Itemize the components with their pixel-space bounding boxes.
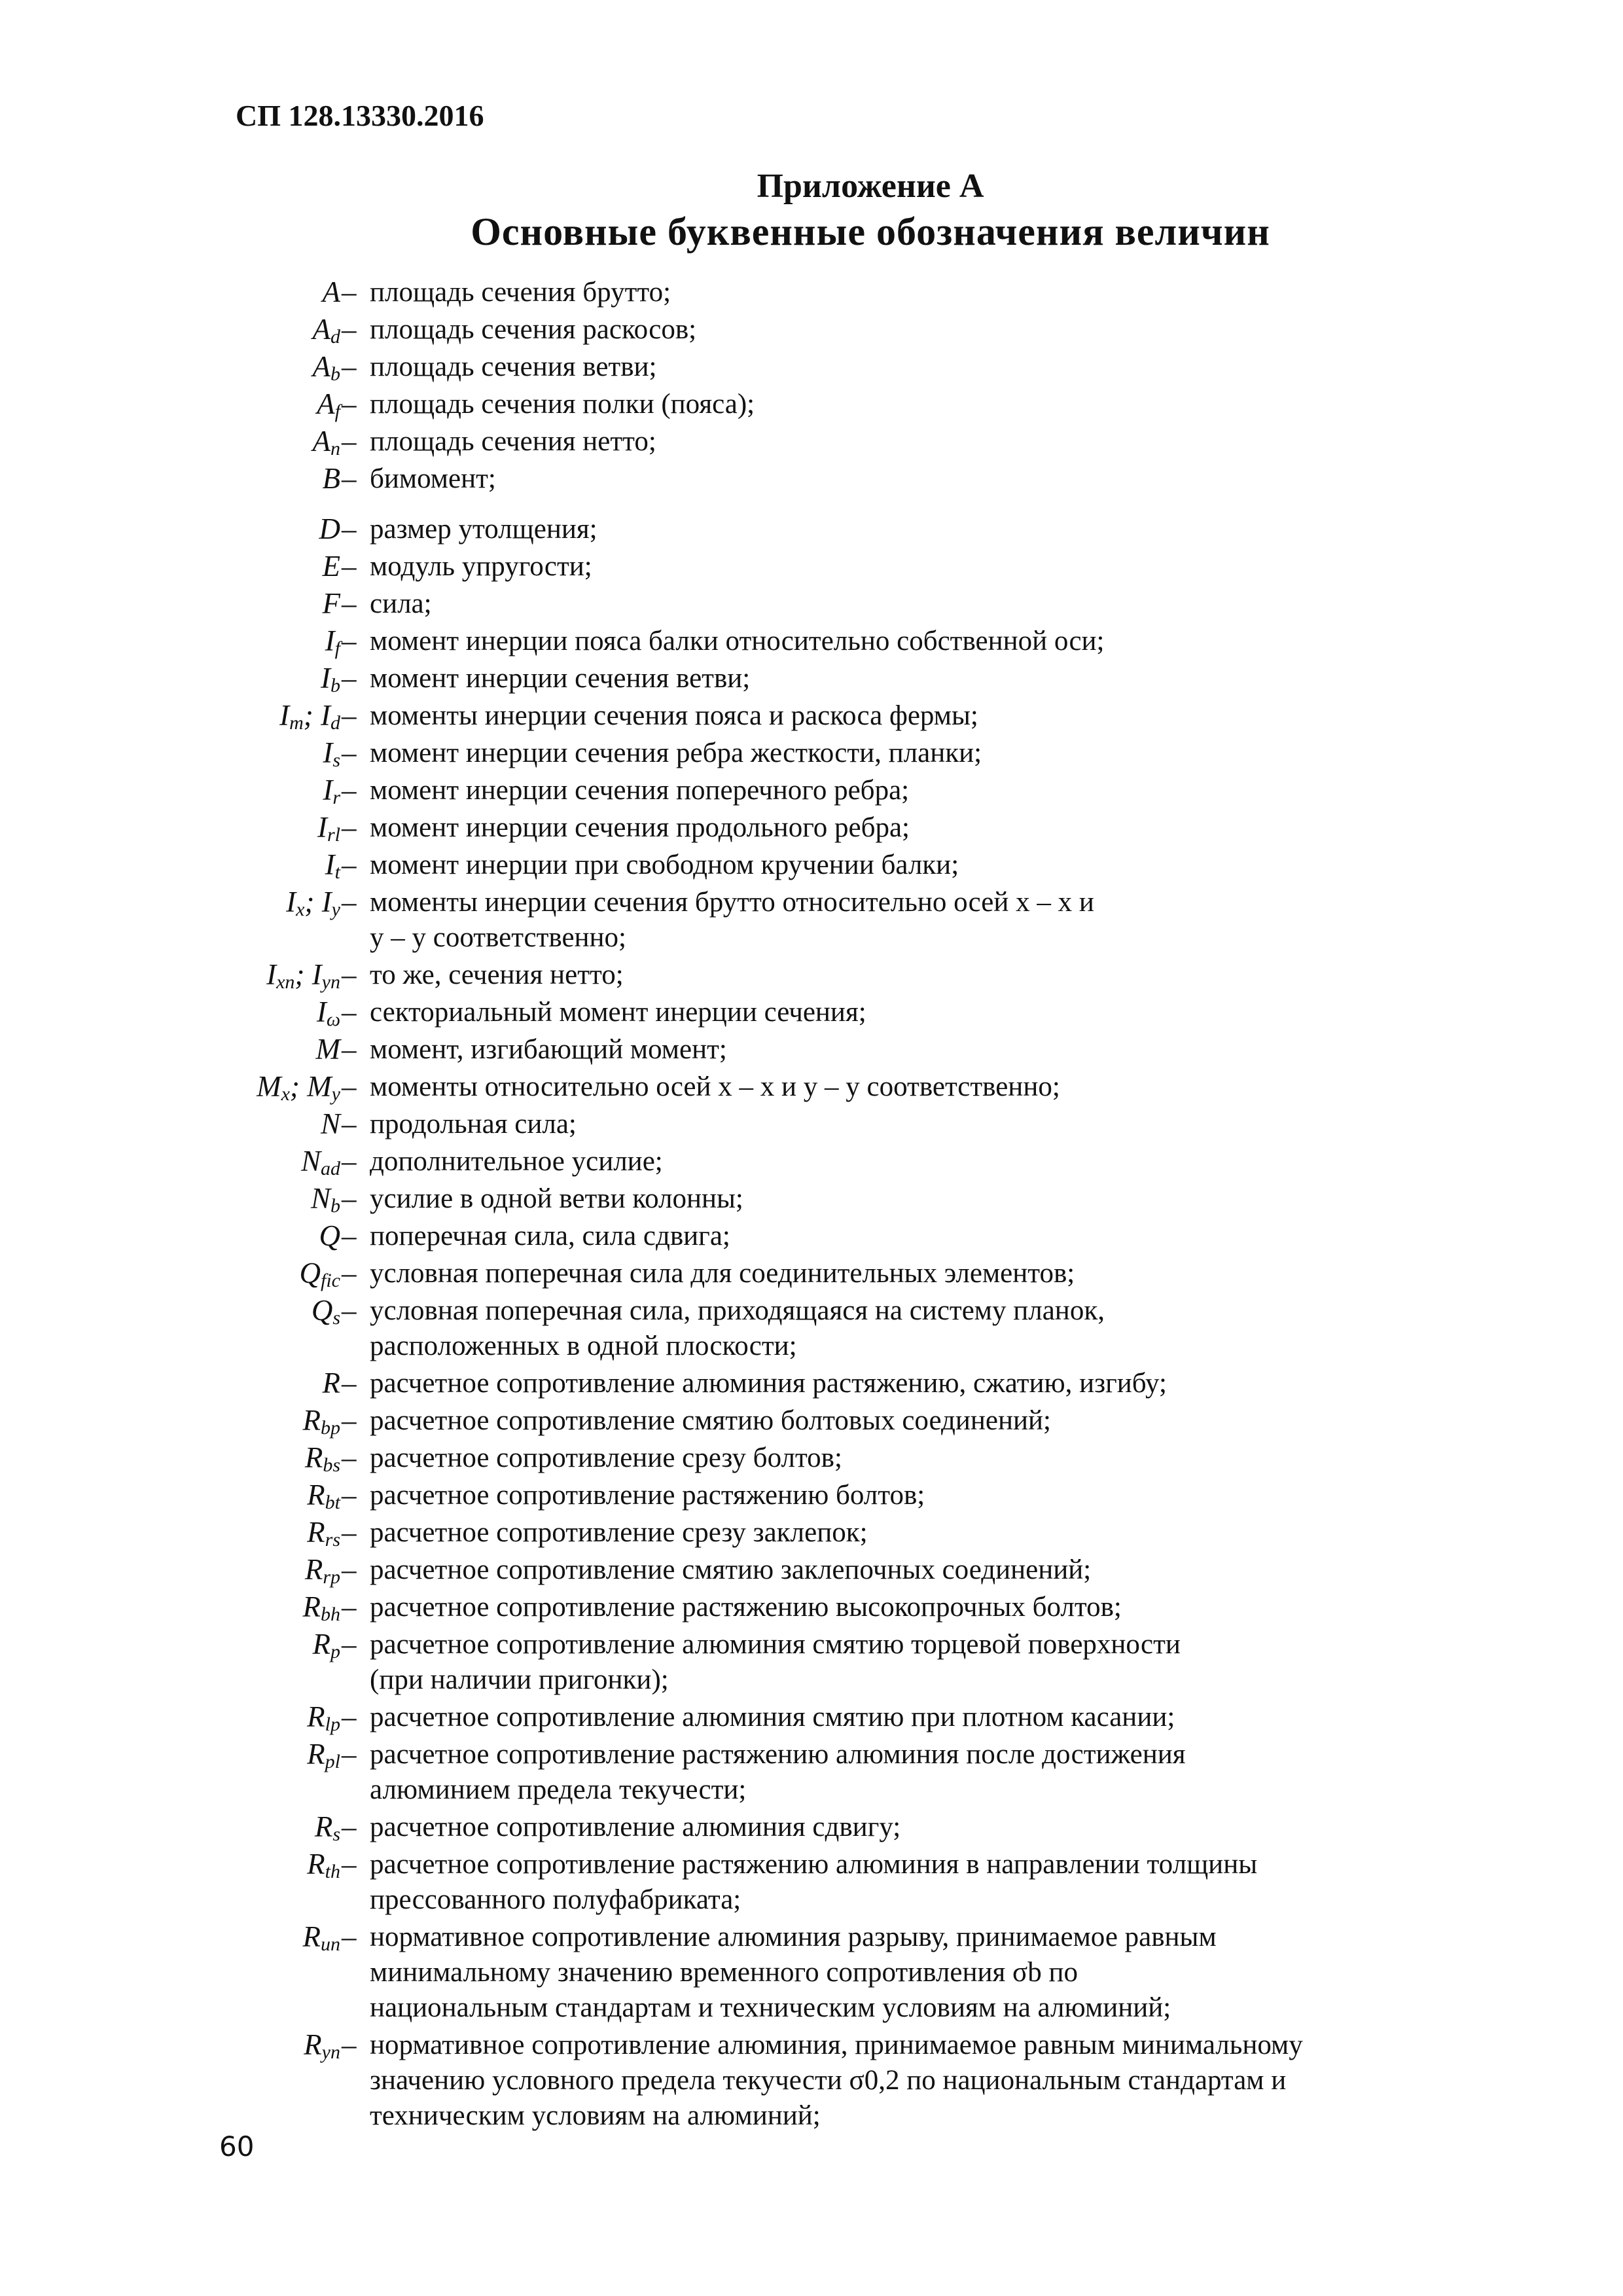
dash-separator: – [342, 1294, 357, 1327]
symbol-subscript: r [332, 787, 340, 808]
symbol [0, 736, 340, 772]
symbol-subscript: n [330, 438, 340, 459]
symbol [0, 350, 340, 386]
dash-separator: – [342, 350, 357, 383]
symbol [0, 624, 340, 660]
dash-separator: – [342, 1107, 357, 1140]
dash-separator: – [342, 1628, 357, 1660]
symbol-definition: расчетное сопротивление срезу болтов; [370, 1443, 842, 1473]
symbol [0, 1366, 340, 1400]
symbol-letter: R [304, 1553, 323, 1586]
dash-separator: – [342, 996, 357, 1028]
symbol-subscript: yn [321, 971, 340, 993]
symbol [0, 1627, 340, 1663]
dash-separator: – [342, 1070, 357, 1103]
symbol-subscript: d [330, 712, 340, 734]
symbol-subscript: m [289, 712, 304, 734]
dash-separator: – [342, 313, 357, 346]
symbol-letter: R [314, 1810, 333, 1843]
symbol-letter: Q [311, 1294, 333, 1327]
dash-separator: – [342, 276, 357, 308]
symbol-letter: A [312, 425, 330, 457]
symbol [0, 1700, 340, 1736]
dash-separator: – [342, 1738, 357, 1770]
dash-separator: – [342, 736, 357, 769]
symbol-definition: момент инерции сечения продольного ребра; [370, 812, 910, 843]
symbol-definition: условная поперечная сила, приходящаяся на систему планок, расположенных в одной плоскости; [370, 1295, 1105, 1361]
symbol-letter: A [317, 387, 335, 420]
symbol-definition: площадь сечения брутто; [370, 277, 671, 308]
symbol-definition: площадь сечения ветви; [370, 351, 657, 382]
symbol-letter: I [316, 996, 327, 1028]
symbol-definition: расчетное сопротивление алюминия растяжению, сжатию, изгибу; [370, 1368, 1167, 1399]
symbol-definition: площадь сечения нетто; [370, 426, 656, 457]
symbol [0, 1515, 340, 1551]
symbol-definition: продольная сила; [370, 1109, 577, 1139]
symbol-letter: R [307, 1738, 325, 1770]
symbol-definition: момент инерции сечения ребра жесткости, планки; [370, 738, 982, 768]
symbol-subscript: rs [325, 1529, 340, 1551]
symbol [0, 1032, 340, 1066]
symbol-letter: R [302, 1590, 321, 1623]
symbol-definition: момент инерции при свободном кручении балки; [370, 850, 959, 880]
symbol-letter: A [312, 350, 330, 383]
dash-separator: – [342, 587, 357, 620]
dash-separator: – [342, 1590, 357, 1623]
symbol-definition: расчетное сопротивление алюминия смятию при плотном касании; [370, 1702, 1175, 1732]
symbol-letter: R [302, 1920, 321, 1953]
symbol [0, 1552, 340, 1588]
symbol [0, 1403, 340, 1439]
symbol-letter: R [304, 1441, 323, 1474]
symbol-letter: I [266, 958, 277, 991]
symbol-letter: M [307, 1070, 332, 1103]
symbol-definition: расчетное сопротивление алюминия смятию торцевой поверхности (при наличии пригонки); [370, 1629, 1181, 1695]
symbol-subscript: y [331, 899, 340, 920]
symbol-letter: I [312, 958, 322, 991]
symbol-subscript: f [334, 401, 340, 422]
dash-separator: – [342, 958, 357, 991]
symbol-definition: площадь сечения раскосов; [370, 314, 697, 345]
symbol-subscript: t [334, 861, 340, 883]
dash-separator: – [342, 1700, 357, 1733]
symbol-letter: I [323, 736, 333, 769]
dash-separator: – [342, 1920, 357, 1953]
symbol-letter: N [300, 1145, 321, 1177]
symbol [0, 995, 340, 1031]
symbol-definition: то же, сечения нетто; [370, 960, 624, 990]
symbol-subscript: x [281, 1083, 290, 1105]
symbol [0, 1737, 340, 1773]
dash-separator: – [342, 425, 357, 457]
symbol-letter: I [279, 699, 290, 732]
symbol-subscript: s [332, 1307, 340, 1329]
symbol-letter: I [321, 886, 332, 918]
dash-separator: – [342, 1810, 357, 1843]
symbol [0, 424, 340, 460]
dash-separator: – [342, 662, 357, 694]
symbol [0, 1181, 340, 1217]
dash-separator: – [342, 1479, 357, 1511]
symbol-subscript: b [330, 675, 340, 696]
dash-separator: – [342, 811, 357, 844]
symbol-subscript: ω [326, 1009, 340, 1030]
symbol-subscript: s [332, 749, 340, 771]
symbol-subscript: bt [325, 1492, 340, 1513]
symbol-letter: B [322, 462, 340, 495]
symbol [0, 1920, 340, 1956]
symbol [0, 848, 340, 884]
symbol-definition: момент инерции сечения ветви; [370, 663, 751, 694]
symbol-definition: момент инерции сечения поперечного ребра; [370, 775, 910, 806]
symbol [0, 1293, 340, 1329]
symbol-letter: R [307, 1700, 325, 1733]
symbol-definition: расчетное сопротивление растяжению алюминия в направлении толщины прессованного полуфабриката; [370, 1849, 1258, 1915]
symbol [0, 1847, 340, 1883]
symbol-subscript: b [330, 363, 340, 385]
symbol-definition: нормативное сопротивление алюминия разрыву, принимаемое равным минимальному значению временного сопротивления σb по национальным стандартам и техническим условиям на алюминий; [370, 1922, 1217, 2023]
symbol-subscript: yn [321, 2041, 340, 2063]
symbol-letter: M [315, 1033, 340, 1066]
symbol-subscript: bp [321, 1417, 340, 1439]
symbol [0, 387, 340, 423]
dash-separator: – [342, 1404, 357, 1437]
symbol [0, 1590, 340, 1626]
symbol [0, 1441, 340, 1477]
symbol [0, 810, 340, 846]
symbol [0, 512, 340, 546]
symbol-definition: сила; [370, 588, 432, 619]
symbol-definition: расчетное сопротивление алюминия сдвигу; [370, 1812, 901, 1842]
dash-separator: – [342, 2028, 357, 2061]
symbol [0, 773, 340, 809]
appendix-title: Основные буквенные обозначения величин [471, 210, 1270, 253]
symbol-definition: нормативное сопротивление алюминия, принимаемое равным минимальному значению условного предела текучести σ0,2 по национальным стандартам и техническим условиям на алюминий; [370, 2030, 1303, 2131]
symbol-definition: расчетное сопротивление растяжению высокопрочных болтов; [370, 1592, 1122, 1623]
symbol-letter: I [321, 662, 330, 694]
symbol-letter: D [319, 512, 340, 545]
symbol: $I_x$; $I_y$ [286, 886, 340, 920]
symbol-definition: бимомент; [370, 463, 496, 494]
symbol-subscript: un [321, 1933, 340, 1955]
symbol-definition: момент инерции пояса балки относительно собственной оси; [370, 626, 1105, 656]
symbol-subscript: y [331, 1083, 340, 1105]
symbol [0, 1107, 340, 1141]
symbol [0, 1810, 340, 1846]
symbol-subscript: rp [323, 1566, 340, 1588]
symbol-definition: моменты инерции сечения брутто относительно осей x – x и y – y соответственно; [370, 887, 1094, 953]
symbol-definition: расчетное сопротивление растяжению болтов; [370, 1480, 925, 1511]
symbol-letter: E [322, 550, 340, 583]
symbol-subscript: ad [321, 1158, 340, 1179]
symbol [0, 1144, 340, 1180]
symbol [0, 2028, 340, 2064]
dash-separator: – [342, 1219, 357, 1252]
symbol [0, 1219, 340, 1253]
document-code: СП 128.13330.2016 [236, 99, 484, 132]
symbol-definition: поперечная сила, сила сдвига; [370, 1221, 730, 1251]
symbol-definition: модуль упругости; [370, 551, 592, 582]
symbol-definition: расчетное сопротивление срезу заклепок; [370, 1517, 868, 1548]
symbol-definition: размер утолщения; [370, 514, 597, 545]
symbol [0, 1478, 340, 1514]
symbol-letter: A [312, 313, 330, 346]
symbol-subscript: rl [327, 824, 340, 846]
symbol-letter: M [257, 1070, 281, 1103]
symbol-definition: усилие в одной ветви колонны; [370, 1183, 743, 1214]
symbol-letter: N [320, 1107, 340, 1140]
symbol-letter: I [323, 774, 333, 806]
symbol-letter: F [322, 587, 340, 620]
dash-separator: – [342, 462, 357, 495]
symbol-letter: N [310, 1182, 330, 1215]
symbol-subscript: s [332, 1823, 340, 1845]
symbol-subscript: pl [325, 1751, 340, 1772]
symbol-definition: расчетное сопротивление растяжению алюминия после достижения алюминием предела текучести; [370, 1739, 1186, 1805]
symbol-letter: R [304, 2028, 322, 2061]
dash-separator: – [342, 1257, 357, 1289]
symbol: $M_x$; $M_y$ [257, 1070, 340, 1105]
symbol-letter: Q [319, 1219, 340, 1252]
symbol-letter: R [322, 1367, 340, 1399]
symbol [0, 549, 340, 583]
dash-separator: – [342, 1553, 357, 1586]
dash-separator: – [342, 1848, 357, 1880]
symbol-definition: секториальный момент инерции сечения; [370, 997, 866, 1028]
dash-separator: – [342, 624, 357, 657]
dash-separator: – [342, 1441, 357, 1474]
dash-separator: – [342, 550, 357, 583]
symbol: $I_{xn}$; $I_{yn}$ [266, 958, 340, 993]
symbol [0, 461, 340, 495]
appendix-label: Приложение А [757, 168, 984, 205]
symbol [0, 312, 340, 348]
dash-separator: – [342, 848, 357, 881]
dash-separator: – [342, 1033, 357, 1066]
dash-separator: – [342, 886, 357, 918]
dash-separator: – [342, 512, 357, 545]
symbol-letter: I [325, 624, 335, 657]
symbol-subscript: lp [325, 1713, 340, 1735]
symbol-letter: R [307, 1479, 325, 1511]
symbol-definition: расчетное сопротивление смятию болтовых соединений; [370, 1405, 1051, 1436]
symbol: $I_m$; $I_d$ [279, 699, 340, 734]
dash-separator: – [342, 1145, 357, 1177]
symbol-letter: R [312, 1628, 330, 1660]
symbol-definition: дополнительное усилие; [370, 1146, 663, 1177]
symbol-subscript: th [325, 1861, 340, 1882]
symbol-letter: R [307, 1516, 325, 1549]
symbol-subscript: bh [321, 1604, 340, 1625]
dash-separator: – [342, 774, 357, 806]
symbol-letter: R [307, 1848, 325, 1880]
symbol-definition: момент, изгибающий момент; [370, 1034, 727, 1065]
symbol-definition: расчетное сопротивление смятию заклепочных соединений; [370, 1554, 1092, 1585]
symbol-subscript: x [296, 899, 305, 920]
symbol [0, 1256, 340, 1292]
symbol [0, 661, 340, 697]
symbol-definition: площадь сечения полки (пояса); [370, 389, 755, 420]
symbol [0, 586, 340, 620]
dash-separator: – [342, 699, 357, 732]
dash-separator: – [342, 1182, 357, 1215]
symbol-subscript: p [330, 1641, 340, 1662]
symbol-letter: I [321, 699, 330, 732]
symbol-letter: I [317, 811, 327, 844]
symbol-subscript: bs [323, 1454, 340, 1476]
dash-separator: – [342, 1516, 357, 1549]
symbol-letter: I [325, 848, 335, 881]
symbol-letter: R [302, 1404, 321, 1437]
dash-separator: – [342, 387, 357, 420]
symbol-subscript: b [330, 1195, 340, 1217]
symbol-letter: I [286, 886, 296, 918]
symbol [0, 275, 340, 309]
symbol-subscript: d [330, 326, 340, 348]
symbol-letter: Q [299, 1257, 321, 1289]
symbol-definition: моменты относительно осей x – x и y – y соответственно; [370, 1071, 1060, 1102]
symbol-subscript: f [334, 637, 340, 659]
symbol-subscript: xn [276, 971, 295, 993]
page-number: 60 [219, 2130, 255, 2162]
symbol-definition: условная поперечная сила для соединительных элементов; [370, 1258, 1075, 1289]
symbol-subscript: fic [321, 1270, 340, 1291]
symbol-letter: A [322, 276, 340, 308]
dash-separator: – [342, 1367, 357, 1399]
symbol-definition: моменты инерции сечения пояса и раскоса фермы; [370, 700, 978, 731]
